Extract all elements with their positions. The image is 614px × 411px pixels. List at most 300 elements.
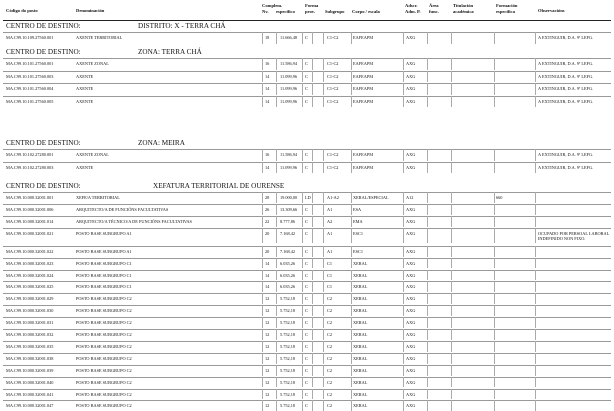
cell-denom: AXENTE (76, 73, 94, 79)
column-divider (351, 228, 352, 243)
column-divider (535, 96, 536, 108)
column-divider (351, 341, 352, 352)
column-divider (403, 149, 404, 161)
cell-codigo: MA.C99.10.101.27560.005 (6, 98, 54, 104)
column-divider (262, 216, 263, 227)
cell-nivel: 14 (265, 260, 270, 266)
column-divider (312, 329, 313, 340)
cell-nivel: 12 (265, 296, 270, 302)
cell-comp: 6.035,26 (280, 284, 296, 290)
cell-codigo: MA.C99.10.000.32001.038 (6, 355, 54, 361)
column-divider (451, 162, 452, 174)
column-divider (323, 281, 324, 292)
cell-corpo: EAFEAPM (353, 86, 374, 91)
cell-denom: AXENTE (76, 164, 94, 170)
cell-subgrupo: A1 (327, 230, 333, 236)
column-divider (451, 71, 452, 83)
column-divider (312, 204, 313, 215)
column-divider (302, 365, 303, 376)
cell-comp: 7.168,42 (280, 248, 296, 254)
header-adscr-top: Adscr. (405, 3, 418, 8)
cell-denom: POSTO BASE SUBGRUPO C2 (76, 403, 132, 409)
row-divider (3, 270, 611, 271)
cell-subgrupo: C2 (327, 367, 333, 373)
column-divider (451, 317, 452, 328)
cell-corpo: XERAL (353, 332, 368, 337)
column-divider (323, 162, 324, 174)
cell-nivel: 16 (265, 152, 270, 157)
column-divider (323, 149, 324, 161)
column-divider (427, 293, 428, 304)
column-divider (276, 32, 277, 44)
header-subgrupo: Subgrupo (325, 9, 345, 14)
row-divider (3, 329, 611, 330)
cell-codigo: MA.C99.10.000.32001.047 (6, 403, 54, 409)
cell-corpo: XERAL (353, 320, 368, 326)
cell-nivel: 12 (265, 308, 270, 314)
column-divider (302, 389, 303, 400)
row-divider (3, 281, 611, 282)
cell-comp: 13.309,66 (280, 206, 298, 212)
cell-nivel: 22 (265, 218, 270, 224)
column-divider (403, 389, 404, 400)
cell-adscr: AXG (406, 379, 416, 385)
cell-corpo: XERAL (353, 379, 368, 385)
column-divider (302, 162, 303, 174)
column-divider (276, 228, 277, 243)
header-corpo: Corpo / escala (352, 9, 380, 14)
column-divider (427, 216, 428, 227)
cell-codigo: MA.C99.10.000.32001.023 (6, 260, 54, 266)
cell-comp: 5.752,18 (280, 343, 296, 349)
column-divider (323, 353, 324, 364)
cell-denom: POSTO BASE SUBGRUPO C2 (76, 332, 132, 337)
column-divider (276, 281, 277, 292)
column-divider (427, 329, 428, 340)
column-divider (403, 216, 404, 227)
cell-denom: AXENTE ZONAL (76, 61, 109, 66)
cell-obs: A EXTINGUIR, D.A. 9ª LEFG. (538, 73, 594, 79)
cell-nivel: 14 (265, 284, 270, 290)
cell-nivel: 14 (265, 272, 270, 278)
cell-comp: 5.752,18 (280, 332, 296, 337)
cell-denom: POSTO BASE SUBGRUPO C2 (76, 296, 132, 302)
column-divider (323, 258, 324, 269)
section-label: CENTRO DE DESTINO: (6, 182, 81, 190)
column-divider (302, 149, 303, 161)
cell-forma: C (305, 98, 308, 104)
column-divider (427, 96, 428, 108)
row-divider (3, 192, 611, 193)
column-divider (302, 192, 303, 203)
column-divider (351, 149, 352, 161)
column-divider (323, 192, 324, 203)
column-divider (494, 281, 495, 292)
header-titulacion-top: Titulación (453, 3, 474, 8)
header-adscr: Adm. P. (405, 9, 421, 14)
column-divider (262, 281, 263, 292)
column-divider (427, 58, 428, 70)
column-divider (535, 192, 536, 203)
column-divider (535, 317, 536, 328)
column-divider (535, 270, 536, 281)
cell-formacion: 660 (496, 195, 503, 200)
column-divider (262, 83, 263, 95)
cell-adscr: AXG (406, 152, 416, 157)
column-divider (323, 305, 324, 316)
cell-denom: POSTO BASE SUBGRUPO C2 (76, 355, 132, 361)
column-divider (312, 377, 313, 388)
column-divider (494, 353, 495, 364)
cell-corpo: EAFEAPM (353, 73, 374, 79)
column-divider (427, 305, 428, 316)
section-label: CENTRO DE DESTINO: (6, 139, 81, 147)
column-divider (403, 270, 404, 281)
column-divider (535, 329, 536, 340)
cell-nivel: 12 (265, 403, 270, 409)
header-divider (3, 20, 611, 21)
column-divider (276, 305, 277, 316)
column-divider (403, 204, 404, 215)
cell-subgrupo: A1 (327, 206, 333, 212)
column-divider (302, 353, 303, 364)
column-divider (351, 329, 352, 340)
cell-forma: C (305, 367, 308, 373)
cell-denom: POSTO BASE SUBGRUPO C2 (76, 379, 132, 385)
column-divider (451, 281, 452, 292)
column-divider (451, 246, 452, 257)
column-divider (262, 353, 263, 364)
column-divider (302, 329, 303, 340)
column-divider (262, 228, 263, 243)
cell-nivel: 18 (265, 35, 270, 40)
row-divider (3, 400, 611, 401)
cell-forma: C (305, 379, 308, 385)
column-divider (302, 317, 303, 328)
header-formacion-top: Formación (496, 3, 518, 8)
column-divider (323, 58, 324, 70)
column-divider (276, 149, 277, 161)
cell-codigo: MA.C99.10.000.32001.022 (6, 248, 54, 254)
cell-denom: POSTO BASE SUBGRUPO C2 (76, 320, 132, 326)
cell-subgrupo: C1-C2 (327, 73, 339, 79)
cell-forma: C (305, 230, 308, 236)
column-divider (312, 149, 313, 161)
column-divider (494, 149, 495, 161)
column-divider (451, 32, 452, 44)
column-divider (276, 270, 277, 281)
column-divider (302, 281, 303, 292)
column-divider (494, 192, 495, 203)
cell-nivel: 12 (265, 332, 270, 337)
section-label: CENTRO DE DESTINO: (6, 48, 81, 56)
cell-codigo: MA.C99.10.000.32001.035 (6, 343, 54, 349)
cell-adscr: AXG (406, 332, 416, 337)
column-divider (312, 293, 313, 304)
column-divider (451, 341, 452, 352)
column-divider (451, 192, 452, 203)
cell-subgrupo: C1-C2 (327, 164, 339, 170)
column-divider (403, 258, 404, 269)
column-divider (494, 365, 495, 376)
cell-comp: 11.586,94 (280, 61, 298, 66)
column-divider (351, 204, 352, 215)
column-divider (323, 83, 324, 95)
cell-comp: 11.666,48 (280, 35, 298, 40)
column-divider (351, 32, 352, 44)
column-divider (535, 58, 536, 70)
column-divider (262, 204, 263, 215)
column-divider (276, 192, 277, 203)
cell-corpo: ESC1 (353, 248, 364, 254)
column-divider (312, 389, 313, 400)
column-divider (427, 32, 428, 44)
column-divider (276, 353, 277, 364)
cell-subgrupo: C1-C2 (327, 98, 339, 104)
cell-comp: 6.035,26 (280, 272, 296, 278)
column-divider (276, 341, 277, 352)
cell-forma: C (305, 206, 308, 212)
column-divider (351, 216, 352, 227)
column-divider (427, 281, 428, 292)
header-observacions: Observacións (538, 8, 565, 13)
column-divider (262, 258, 263, 269)
column-divider (262, 32, 263, 44)
column-divider (403, 293, 404, 304)
column-divider (494, 270, 495, 281)
column-divider (427, 149, 428, 161)
column-divider (302, 204, 303, 215)
cell-forma: C (305, 272, 308, 278)
column-divider (351, 305, 352, 316)
cell-nivel: 14 (265, 164, 270, 170)
column-divider (302, 258, 303, 269)
column-divider (494, 293, 495, 304)
row-divider (3, 365, 611, 366)
cell-obs: A EXTINGUIR, D.A. 9ª LEFG. (538, 86, 594, 91)
cell-comp: 11.586,94 (280, 152, 298, 157)
column-divider (494, 329, 495, 340)
column-divider (494, 341, 495, 352)
column-divider (323, 204, 324, 215)
column-divider (351, 389, 352, 400)
row-divider (3, 341, 611, 342)
cell-codigo: MA.C99.10.000.32001.029 (6, 296, 54, 302)
column-divider (494, 377, 495, 388)
cell-comp: 5.752,18 (280, 320, 296, 326)
cell-comp: 11.099,96 (280, 164, 298, 170)
cell-forma: C (305, 35, 308, 40)
cell-adscr: AXG (406, 218, 416, 224)
cell-adscr: AXG (406, 230, 416, 236)
column-divider (302, 377, 303, 388)
column-divider (262, 293, 263, 304)
cell-codigo: MA.C99.10.000.32001.025 (6, 284, 54, 290)
cell-corpo: EAFEAPM (353, 152, 374, 157)
cell-codigo: MA.C99.10.102.27280.003 (6, 164, 54, 170)
column-divider (312, 96, 313, 108)
row-divider (3, 377, 611, 378)
cell-denom: POSTO BASE SUBGRUPO C1 (76, 260, 132, 266)
cell-nivel: 28 (265, 195, 270, 200)
cell-corpo: XERAL (353, 367, 368, 373)
cell-adscr: AXG (406, 403, 416, 409)
column-divider (427, 341, 428, 352)
cell-comp: 11.099,96 (280, 73, 298, 79)
column-divider (302, 270, 303, 281)
cell-forma: C (305, 61, 308, 66)
cell-comp: 5.752,18 (280, 308, 296, 314)
cell-nivel: 12 (265, 379, 270, 385)
cell-nivel: 26 (265, 206, 270, 212)
column-divider (427, 204, 428, 215)
column-divider (312, 305, 313, 316)
cell-obs: OCUPADO POR PERSOAL LABORAL INDEFINIDO NON FIXO. (538, 230, 610, 241)
column-divider (312, 83, 313, 95)
column-divider (427, 162, 428, 174)
cell-obs: A EXTINGUIR, D.A. 9ª LEFG. (538, 61, 594, 66)
section-name: ZONA: MEIRA (138, 139, 185, 147)
column-divider (302, 216, 303, 227)
cell-comp: 11.099,96 (280, 86, 298, 91)
column-divider (494, 317, 495, 328)
cell-adscr: AXG (406, 367, 416, 373)
column-divider (302, 305, 303, 316)
header-area: func. (429, 9, 439, 14)
column-divider (351, 71, 352, 83)
section-name: ZONA: TERRA CHÁ (138, 48, 202, 56)
cell-nivel: 16 (265, 61, 270, 66)
cell-comp: 5.752,18 (280, 367, 296, 373)
cell-codigo: MA.C99.10.000.32001.032 (6, 332, 54, 337)
cell-codigo: MA.C99.10.000.32001.039 (6, 367, 54, 373)
column-divider (262, 149, 263, 161)
column-divider (302, 96, 303, 108)
cell-denom: POSTO BASE SUBGRUPO A1 (76, 248, 132, 254)
cell-adscr: AXG (406, 86, 416, 91)
cell-adscr: AXG (406, 98, 416, 104)
column-divider (276, 204, 277, 215)
cell-codigo: MA.C99.10.000.32001.006 (6, 206, 54, 212)
cell-adscr: AXG (406, 343, 416, 349)
column-divider (535, 71, 536, 83)
cell-codigo: MA.C99.10.000.32001.024 (6, 272, 54, 278)
column-divider (323, 329, 324, 340)
column-divider (276, 216, 277, 227)
cell-forma: C (305, 248, 308, 254)
column-divider (535, 305, 536, 316)
cell-nivel: 12 (265, 391, 270, 397)
column-divider (535, 258, 536, 269)
column-divider (276, 246, 277, 257)
cell-adscr: AXG (406, 248, 416, 254)
cell-comp: 5.752,18 (280, 355, 296, 361)
row-divider (3, 216, 611, 217)
cell-comp: 5.752,18 (280, 296, 296, 302)
cell-denom: POSTO BASE SUBGRUPO A1 (76, 230, 132, 236)
header-forma: prov. (305, 9, 315, 14)
cell-nivel: 14 (265, 98, 270, 104)
row-divider (3, 96, 611, 97)
cell-corpo: XERAL (353, 272, 368, 278)
row-divider (3, 389, 611, 390)
cell-codigo: MA.C99.10.000.32001.030 (6, 308, 54, 314)
column-divider (451, 83, 452, 95)
cell-codigo: MA.C99.10.000.32001.040 (6, 379, 54, 385)
cell-denom: POSTO BASE SUBGRUPO C2 (76, 367, 132, 373)
cell-comp: 6.035,26 (280, 260, 296, 266)
header-titulacion: académica (453, 9, 474, 14)
row-divider (3, 149, 611, 150)
cell-forma: C (305, 284, 308, 290)
cell-comp: 19.000,00 (280, 195, 298, 200)
column-divider (312, 341, 313, 352)
column-divider (451, 58, 452, 70)
column-divider (262, 305, 263, 316)
column-divider (535, 341, 536, 352)
column-divider (323, 71, 324, 83)
row-divider (3, 246, 611, 247)
column-divider (312, 162, 313, 174)
cell-adscr: AXG (406, 73, 416, 79)
column-divider (276, 83, 277, 95)
column-divider (302, 293, 303, 304)
column-divider (494, 58, 495, 70)
column-divider (494, 228, 495, 243)
cell-adscr: AXG (406, 308, 416, 314)
column-divider (403, 341, 404, 352)
row-divider (3, 204, 611, 205)
cell-nivel: 20 (265, 248, 270, 254)
header-nivel: Nv. (262, 9, 269, 14)
column-divider (535, 281, 536, 292)
cell-comp: 5.752,18 (280, 403, 296, 409)
column-divider (323, 96, 324, 108)
cell-corpo: XERAL (353, 296, 368, 302)
cell-denom: POSTO BASE SUBGRUPO C2 (76, 343, 132, 349)
cell-corpo: XERAL (353, 308, 368, 314)
column-divider (535, 83, 536, 95)
column-divider (312, 192, 313, 203)
column-divider (535, 216, 536, 227)
column-divider (494, 305, 495, 316)
cell-subgrupo: A1-A2 (327, 195, 339, 200)
column-divider (451, 365, 452, 376)
column-divider (403, 365, 404, 376)
column-divider (351, 192, 352, 203)
column-divider (323, 389, 324, 400)
column-divider (427, 71, 428, 83)
column-divider (351, 377, 352, 388)
cell-corpo: EMA (353, 218, 363, 224)
cell-subgrupo: C2 (327, 296, 333, 302)
column-divider (403, 281, 404, 292)
cell-adscr: AXG (406, 284, 416, 290)
cell-forma: C (305, 86, 308, 91)
cell-subgrupo: C1-C2 (327, 86, 339, 91)
column-divider (535, 377, 536, 388)
cell-adscr: AXG (406, 61, 416, 66)
column-divider (262, 389, 263, 400)
cell-denom: POSTO BASE SUBGRUPO C2 (76, 308, 132, 314)
cell-denom: ARQUITECTO/A DE FUNCIÓNS FACULTATIVAS (76, 206, 169, 212)
column-divider (262, 270, 263, 281)
column-divider (451, 293, 452, 304)
cell-comp: 7.168,42 (280, 230, 296, 236)
column-divider (535, 149, 536, 161)
row-divider (3, 228, 611, 229)
column-divider (276, 162, 277, 174)
